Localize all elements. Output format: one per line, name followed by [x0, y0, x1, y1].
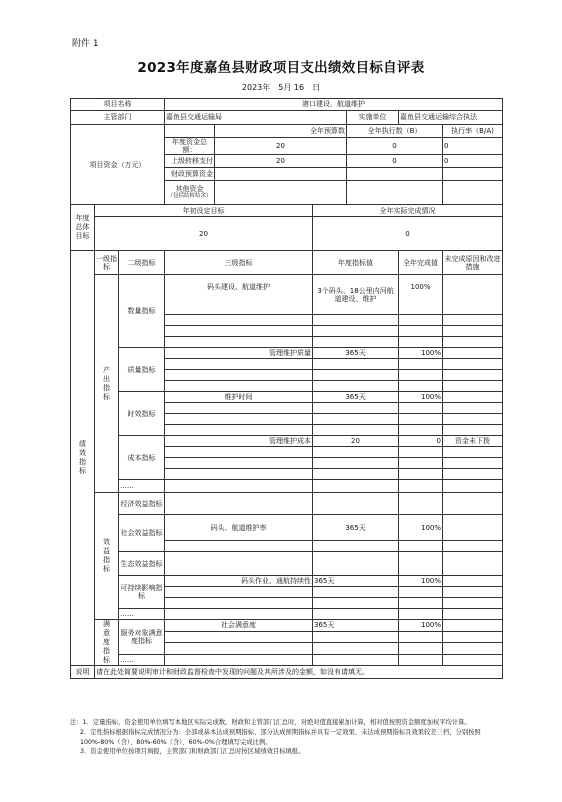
empty-cell: [399, 381, 443, 392]
funds-col-exec: 全年执行数（B）: [347, 125, 443, 138]
impl-label: 实施单位: [347, 111, 399, 125]
benefit-more: ……: [119, 609, 165, 620]
note-item: 注：1．定量指标，资金使用单位填写本地区实际完成数。财政和主管部门汇总时，对绝对值直接累加计算，相对值按照资金额度加权平均计算。: [70, 719, 471, 726]
satisfaction-label: [95, 620, 119, 666]
funds-row-rate: [443, 181, 503, 205]
empty-cell: [399, 541, 443, 552]
empty-cell: [165, 425, 313, 436]
empty-cell: [399, 337, 443, 348]
evaluation-table: [70, 98, 503, 679]
funds-other-label: 其他资金: [175, 185, 204, 194]
social-done: 100%: [399, 515, 443, 541]
funds-row-rate: [443, 168, 503, 181]
funds-row-budget: [215, 181, 347, 205]
sustain-label: 可持续影响指标: [119, 576, 165, 609]
quality-label: 质量指标: [119, 348, 165, 392]
funds-blank: [165, 125, 215, 138]
empty-cell: [399, 480, 443, 493]
empty-cell: [399, 403, 443, 414]
empty-cell: [313, 654, 399, 666]
ind-col1: 一级指标: [95, 251, 119, 275]
empty-cell: [313, 370, 399, 381]
funds-label: 项目资金（万元）: [71, 125, 165, 205]
funds-row-budget: 20: [215, 155, 347, 168]
empty-cell: [165, 654, 313, 666]
quantity-label: 数量指标: [119, 275, 165, 348]
empty-cell: [165, 493, 313, 515]
empty-cell: [399, 609, 443, 620]
dept-value: 嘉鱼县交通运输局: [165, 111, 347, 125]
ind-col2: 二级指标: [119, 251, 165, 275]
empty-cell: [399, 447, 443, 458]
empty-cell: [443, 469, 503, 480]
empty-cell: [313, 631, 399, 643]
empty-cell: [443, 425, 503, 436]
timeliness-value: 365天: [313, 392, 399, 403]
sustain-indicator: 码头作业、通航持续性: [165, 576, 313, 587]
overall-label-text: 年度总体目标: [75, 214, 90, 240]
empty-cell: [313, 381, 399, 392]
ind-col5: 全年完成值: [399, 251, 443, 275]
empty-cell: [165, 458, 313, 469]
social-indicator: 码头、航道维护率: [165, 515, 313, 541]
funds-row-exec: [347, 168, 443, 181]
empty-cell: [165, 414, 313, 425]
empty-cell: [443, 541, 503, 552]
project-name-value: 港口建设、航道维护: [165, 99, 503, 111]
quantity-reason: [443, 275, 503, 315]
overall-label: [71, 205, 95, 251]
overall-done-value: 0: [313, 217, 503, 251]
empty-cell: [313, 425, 399, 436]
cost-value: 20: [313, 436, 399, 447]
timeliness-done: 100%: [399, 392, 443, 403]
funds-row-exec: 0: [347, 138, 443, 155]
empty-cell: [399, 587, 443, 598]
empty-cell: [165, 381, 313, 392]
satisfaction-label-text: 满意度指标: [102, 620, 111, 666]
perf-label: [71, 251, 95, 666]
empty-cell: [165, 469, 313, 480]
explain-label: 说明: [71, 666, 95, 679]
empty-cell: [443, 326, 503, 337]
empty-cell: [313, 552, 399, 576]
sustain-done: 100%: [399, 576, 443, 587]
empty-cell: [443, 447, 503, 458]
empty-cell: [165, 541, 313, 552]
ecological-label: 生态效益指标: [119, 552, 165, 576]
empty-cell: [165, 315, 313, 326]
overall-set-value: 20: [95, 217, 313, 251]
impl-value: 嘉鱼县交通运输综合执法: [399, 111, 503, 125]
empty-cell: [399, 425, 443, 436]
cost-done: 0: [399, 436, 443, 447]
empty-cell: [443, 359, 503, 370]
empty-cell: [399, 643, 443, 655]
empty-cell: [313, 447, 399, 458]
output-more: ……: [119, 480, 165, 493]
economic-label: 经济效益指标: [119, 493, 165, 515]
quality-reason: [443, 348, 503, 359]
ind-col3: 三级指标: [165, 251, 313, 275]
empty-cell: [313, 315, 399, 326]
empty-cell: [165, 609, 313, 620]
benefit-label: [95, 493, 119, 620]
empty-cell: [399, 326, 443, 337]
empty-cell: [165, 326, 313, 337]
note-item: 3．资金使用单位按项目填报，主管部门和财政部门汇总时按区域绩效目标填报。: [80, 748, 305, 756]
empty-cell: [165, 552, 313, 576]
empty-cell: [399, 414, 443, 425]
empty-cell: [313, 337, 399, 348]
empty-cell: [399, 552, 443, 576]
report-date: 2023年 5月 16 日: [241, 83, 321, 92]
quality-value: 365天: [313, 348, 399, 359]
empty-cell: [313, 480, 399, 493]
empty-cell: [313, 643, 399, 655]
funds-row-label: 年度资金总额：: [165, 138, 215, 155]
empty-cell: [313, 541, 399, 552]
empty-cell: [399, 631, 443, 643]
empty-cell: [399, 469, 443, 480]
output-label: [95, 275, 119, 493]
empty-cell: [399, 654, 443, 666]
empty-cell: [443, 643, 503, 655]
empty-cell: [313, 414, 399, 425]
empty-cell: [399, 493, 443, 515]
empty-cell: [443, 598, 503, 609]
empty-cell: [443, 480, 503, 493]
timeliness-indicator: 维护时间: [165, 392, 313, 403]
service-label: 服务对象满意度指标: [119, 620, 165, 655]
empty-cell: [313, 326, 399, 337]
empty-cell: [165, 403, 313, 414]
empty-cell: [165, 480, 313, 493]
cost-indicator: 管理维护成本: [165, 436, 313, 447]
service-done: 100%: [399, 620, 443, 632]
empty-cell: [165, 370, 313, 381]
empty-cell: [165, 337, 313, 348]
funds-row-label: [165, 181, 215, 205]
empty-cell: [399, 315, 443, 326]
quantity-done: 100%: [399, 275, 443, 315]
funds-row-exec: 0: [347, 155, 443, 168]
social-value: 365天: [313, 515, 399, 541]
empty-cell: [313, 587, 399, 598]
sustain-value: 365天: [313, 576, 399, 587]
funds-row-budget: 20: [215, 138, 347, 155]
empty-cell: [443, 587, 503, 598]
funds-row-rate: 0: [443, 138, 503, 155]
empty-cell: [443, 493, 503, 515]
funds-row-label: 财政预算资金: [165, 168, 215, 181]
empty-cell: [165, 643, 313, 655]
funds-col-budget: 全年预算数: [215, 125, 347, 138]
empty-cell: [313, 458, 399, 469]
dept-label: 主管部门: [71, 111, 165, 125]
service-reason: [443, 620, 503, 632]
ind-col6: 未完成原因和改进措施: [443, 251, 503, 275]
empty-cell: [443, 370, 503, 381]
empty-cell: [443, 654, 503, 666]
empty-cell: [443, 414, 503, 425]
empty-cell: [443, 337, 503, 348]
quantity-value: 3个码头、18公里内河航道建设、维护: [313, 275, 399, 315]
note-item: 2．定性指标根据指标完成情况分为：全部或基本达成预期指标、部分达成预期指标并具有一定效果、未达成预期指标且效果较差三档，分别按照100%-80%（含）、80%-60%（含）、60%-0%合理填写完成比例。: [80, 728, 481, 746]
empty-cell: [165, 359, 313, 370]
empty-cell: [313, 598, 399, 609]
social-label: 社会效益指标: [119, 515, 165, 552]
funds-row-label: 上级转移支付: [165, 155, 215, 168]
ind-col4: 年度指标值: [313, 251, 399, 275]
notes: [70, 718, 502, 757]
perf-label-text: 绩效指标: [78, 440, 87, 477]
empty-cell: [443, 403, 503, 414]
funds-row-budget: [215, 168, 347, 181]
service-indicator: 社会满意度: [165, 620, 313, 632]
empty-cell: [443, 552, 503, 576]
cost-label: 成本指标: [119, 436, 165, 480]
empty-cell: [313, 469, 399, 480]
cost-reason: 资金未下拨: [443, 436, 503, 447]
quality-done: 100%: [399, 348, 443, 359]
page-title: 2023年度嘉鱼县财政项目支出绩效目标自评表: [137, 60, 425, 76]
empty-cell: [313, 609, 399, 620]
empty-cell: [165, 447, 313, 458]
explain-text: 请在此处简要说明审计和财政监督检查中发现的问题及其所涉及的金额，如没有请填无。: [95, 666, 503, 679]
empty-cell: [399, 458, 443, 469]
empty-cell: [399, 370, 443, 381]
empty-cell: [165, 631, 313, 643]
empty-cell: [443, 631, 503, 643]
output-label-text: 产出指标: [102, 365, 111, 402]
funds-row-exec: [347, 181, 443, 205]
empty-cell: [313, 493, 399, 515]
project-name-label: 项目名称: [71, 99, 165, 111]
funds-other-sub: （包括结转结余）: [167, 193, 212, 200]
empty-cell: [443, 458, 503, 469]
quality-indicator: 管理维护质量: [165, 348, 313, 359]
timeliness-label: 时效指标: [119, 392, 165, 436]
funds-row-rate: 0: [443, 155, 503, 168]
quantity-indicator: 码头建设、航道维护: [165, 275, 313, 315]
timeliness-reason: [443, 392, 503, 403]
empty-cell: [313, 359, 399, 370]
empty-cell: [165, 587, 313, 598]
empty-cell: [313, 403, 399, 414]
empty-cell: [443, 315, 503, 326]
funds-col-rate: 执行率（B/A): [443, 125, 503, 138]
service-value: 365天: [313, 620, 399, 632]
empty-cell: [399, 598, 443, 609]
overall-col-set: 年初设定目标: [95, 205, 313, 217]
benefit-label-text: 效益指标: [102, 538, 111, 575]
empty-cell: [443, 609, 503, 620]
overall-col-done: 全年实际完成情况: [313, 205, 503, 217]
empty-cell: [165, 598, 313, 609]
social-reason: [443, 515, 503, 541]
empty-cell: [399, 359, 443, 370]
sustain-reason: [443, 576, 503, 587]
empty-cell: [443, 381, 503, 392]
attachment-label: 附件 1: [72, 39, 99, 49]
satisfaction-more: ……: [119, 654, 165, 666]
